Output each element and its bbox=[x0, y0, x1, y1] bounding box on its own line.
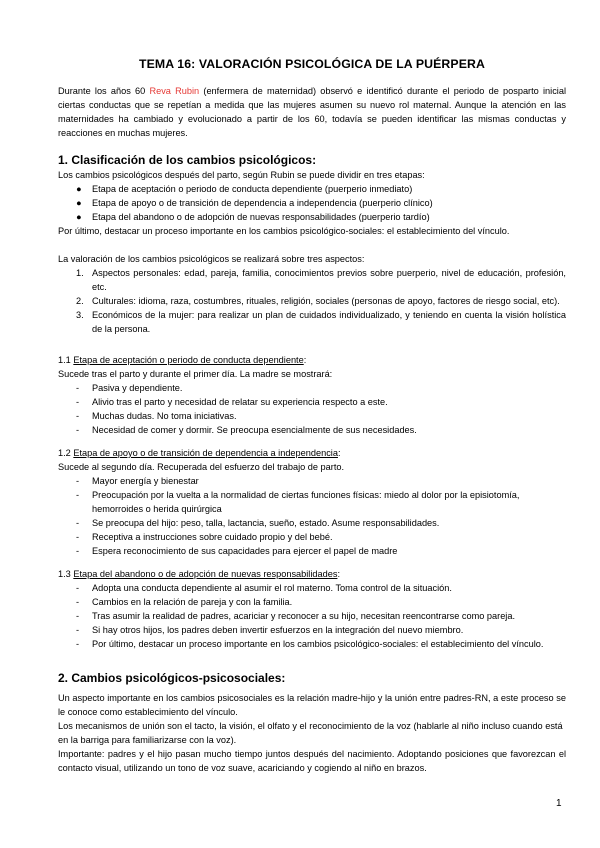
aspects-lead: La valoración de los cambios psicológicos se realizará sobre tres aspectos: bbox=[58, 254, 365, 264]
list-item: - Por último, destacar un proceso importante en los cambios psicológico-sociales: el establecimiento del vínculo. bbox=[76, 639, 544, 649]
bullet-icon: ● bbox=[76, 184, 82, 194]
list-item: - Adopta una conducta dependiente al asumir el rol materno. Toma control de la situación. bbox=[76, 583, 452, 593]
list-item: - Si hay otros hijos, los padres deben invertir esfuerzos en la integración del nuevo miembro. bbox=[76, 625, 464, 635]
subsection-1-1-list bbox=[58, 381, 566, 437]
subsection-1-3 bbox=[58, 567, 566, 651]
subsection-1-1 bbox=[58, 353, 566, 437]
list-item: - Cambios en la relación de pareja y con la familia. bbox=[76, 597, 293, 607]
stages-list bbox=[58, 182, 566, 224]
intro-paragraph bbox=[58, 84, 566, 140]
aspects-list bbox=[58, 266, 566, 336]
page-title: TEMA 16: VALORACIÓN PSICOLÓGICA DE LA PUÉRPERA bbox=[139, 57, 485, 71]
list-item: ● Etapa de apoyo o de transición de dependencia a independencia (puerperio clínico) bbox=[76, 198, 433, 208]
section-1 bbox=[58, 152, 566, 336]
section-2-paragraph: Los mecanismos de unión son el tacto, la visión, el olfato y el reconocimiento de la voz (hablarle al niño incluso cuando está en la barriga para familiarizarse con la voz). bbox=[58, 721, 563, 745]
section-2-paragraph: Importante: padres y el hijo pasan mucho tiempo juntos después del nacimiento. Adoptando posiciones que favorezcan el contacto visual, utilizando un tono de voz suave, acariciando y cogiendo al niño en brazos. bbox=[58, 749, 566, 773]
list-item: - Se preocupa del hijo: peso, talla, lactancia, sueño, estado. Asume responsabilidades. bbox=[76, 518, 440, 528]
bullet-icon: ● bbox=[76, 212, 82, 222]
list-item: ● Etapa del abandono o de adopción de nuevas responsabilidades (puerperio tardío) bbox=[76, 212, 430, 222]
list-item: 2. Culturales: idioma, raza, costumbres, rituales, religión, sociales (personas de apoyo, factores de riesgo social, etc). bbox=[76, 296, 560, 306]
list-item: - Espera reconocimiento de sus capacidades para ejercer el papel de madre bbox=[76, 546, 398, 556]
list-item: - Alivio tras el parto y necesidad de relatar su experiencia respecto a este. bbox=[76, 397, 388, 407]
list-item: - Necesidad de comer y dormir. Se preocupa esencialmente de sus necesidades. bbox=[76, 425, 417, 435]
subsection-1-2-lead: Sucede al segundo día. Recuperada del esfuerzo del trabajo de parto. bbox=[58, 462, 345, 472]
page-number: 1 bbox=[556, 798, 562, 809]
intro-before: Durante los años 60 bbox=[58, 86, 150, 96]
subsection-1-2 bbox=[58, 446, 566, 558]
list-item: - Mayor energía y bienestar bbox=[76, 476, 199, 486]
bullet-icon: ● bbox=[76, 198, 82, 208]
section-2-paragraph: Un aspecto importante en los cambios psicosociales es la relación madre-hijo y la unión entre padres-RN, a este proceso se le conoce como establecimiento del vínculo. bbox=[58, 693, 566, 717]
list-item: - Tras asumir la realidad de padres, acariciar y reconocer a su hijo, necesitan reencontrarse como pareja. bbox=[76, 611, 516, 621]
list-item: - Receptiva a instrucciones sobre cuidado propio y del bebé. bbox=[76, 532, 333, 542]
list-item: - Preocupación por la vuelta a la normalidad de ciertas funciones físicas: miedo al dolor por la episiotomía, hemorroides o herida quirúrgica bbox=[76, 490, 520, 514]
subsection-1-3-list bbox=[58, 581, 566, 651]
list-item: - Pasiva y dependiente. bbox=[76, 383, 183, 393]
section-1-heading: 1. Clasificación de los cambios psicológicos: bbox=[58, 153, 317, 167]
reva-rubin-highlight: Reva Rubin bbox=[149, 86, 200, 96]
list-item: - Muchas dudas. No toma iniciativas. bbox=[76, 411, 237, 421]
subsection-1-1-heading: 1.1 Etapa de aceptación o periodo de conducta dependiente: bbox=[58, 355, 307, 365]
intro-after: (enfermera de maternidad) observó e identificó durante el periodo de posparto inicial ciertas conductas que se repetían a medida que las mujeres asumen su nuevo rol maternal. Aunque la atención en las maternidades ha cambiado y evolucionado a partir de los 60, todavía se pueden identificar las mismas conductas y reacciones en muchas mujeres. bbox=[58, 86, 566, 138]
subsection-1-2-list bbox=[58, 474, 566, 558]
section-1-closing: Por último, destacar un proceso importante en los cambios psicológico-sociales: el establecimiento del vínculo. bbox=[58, 226, 510, 236]
subsection-1-3-heading: 1.3 Etapa del abandono o de adopción de nuevas responsabilidades: bbox=[58, 569, 340, 579]
list-item: ● Etapa de aceptación o periodo de conducta dependiente (puerperio inmediato) bbox=[76, 184, 413, 194]
subsection-1-1-lead: Sucede tras el parto y durante el primer día. La madre se mostrará: bbox=[58, 369, 333, 379]
list-item: 3. Económicos de la mujer: para realizar un plan de cuidados individualizado, y teniendo en cuenta la visión holística de la persona. bbox=[76, 310, 566, 334]
subsection-1-2-heading: 1.2 Etapa de apoyo o de transición de dependencia a independencia: bbox=[58, 448, 341, 458]
section-1-lead: Los cambios psicológicos después del parto, según Rubin se puede dividir en tres etapas: bbox=[58, 170, 425, 180]
section-2 bbox=[58, 670, 566, 775]
list-item: 1. Aspectos personales: edad, pareja, familia, conocimientos previos sobre puerperio, nivel de educación, profesión, etc. bbox=[76, 268, 566, 292]
section-2-heading: 2. Cambios psicológicos-psicosociales: bbox=[58, 671, 286, 685]
